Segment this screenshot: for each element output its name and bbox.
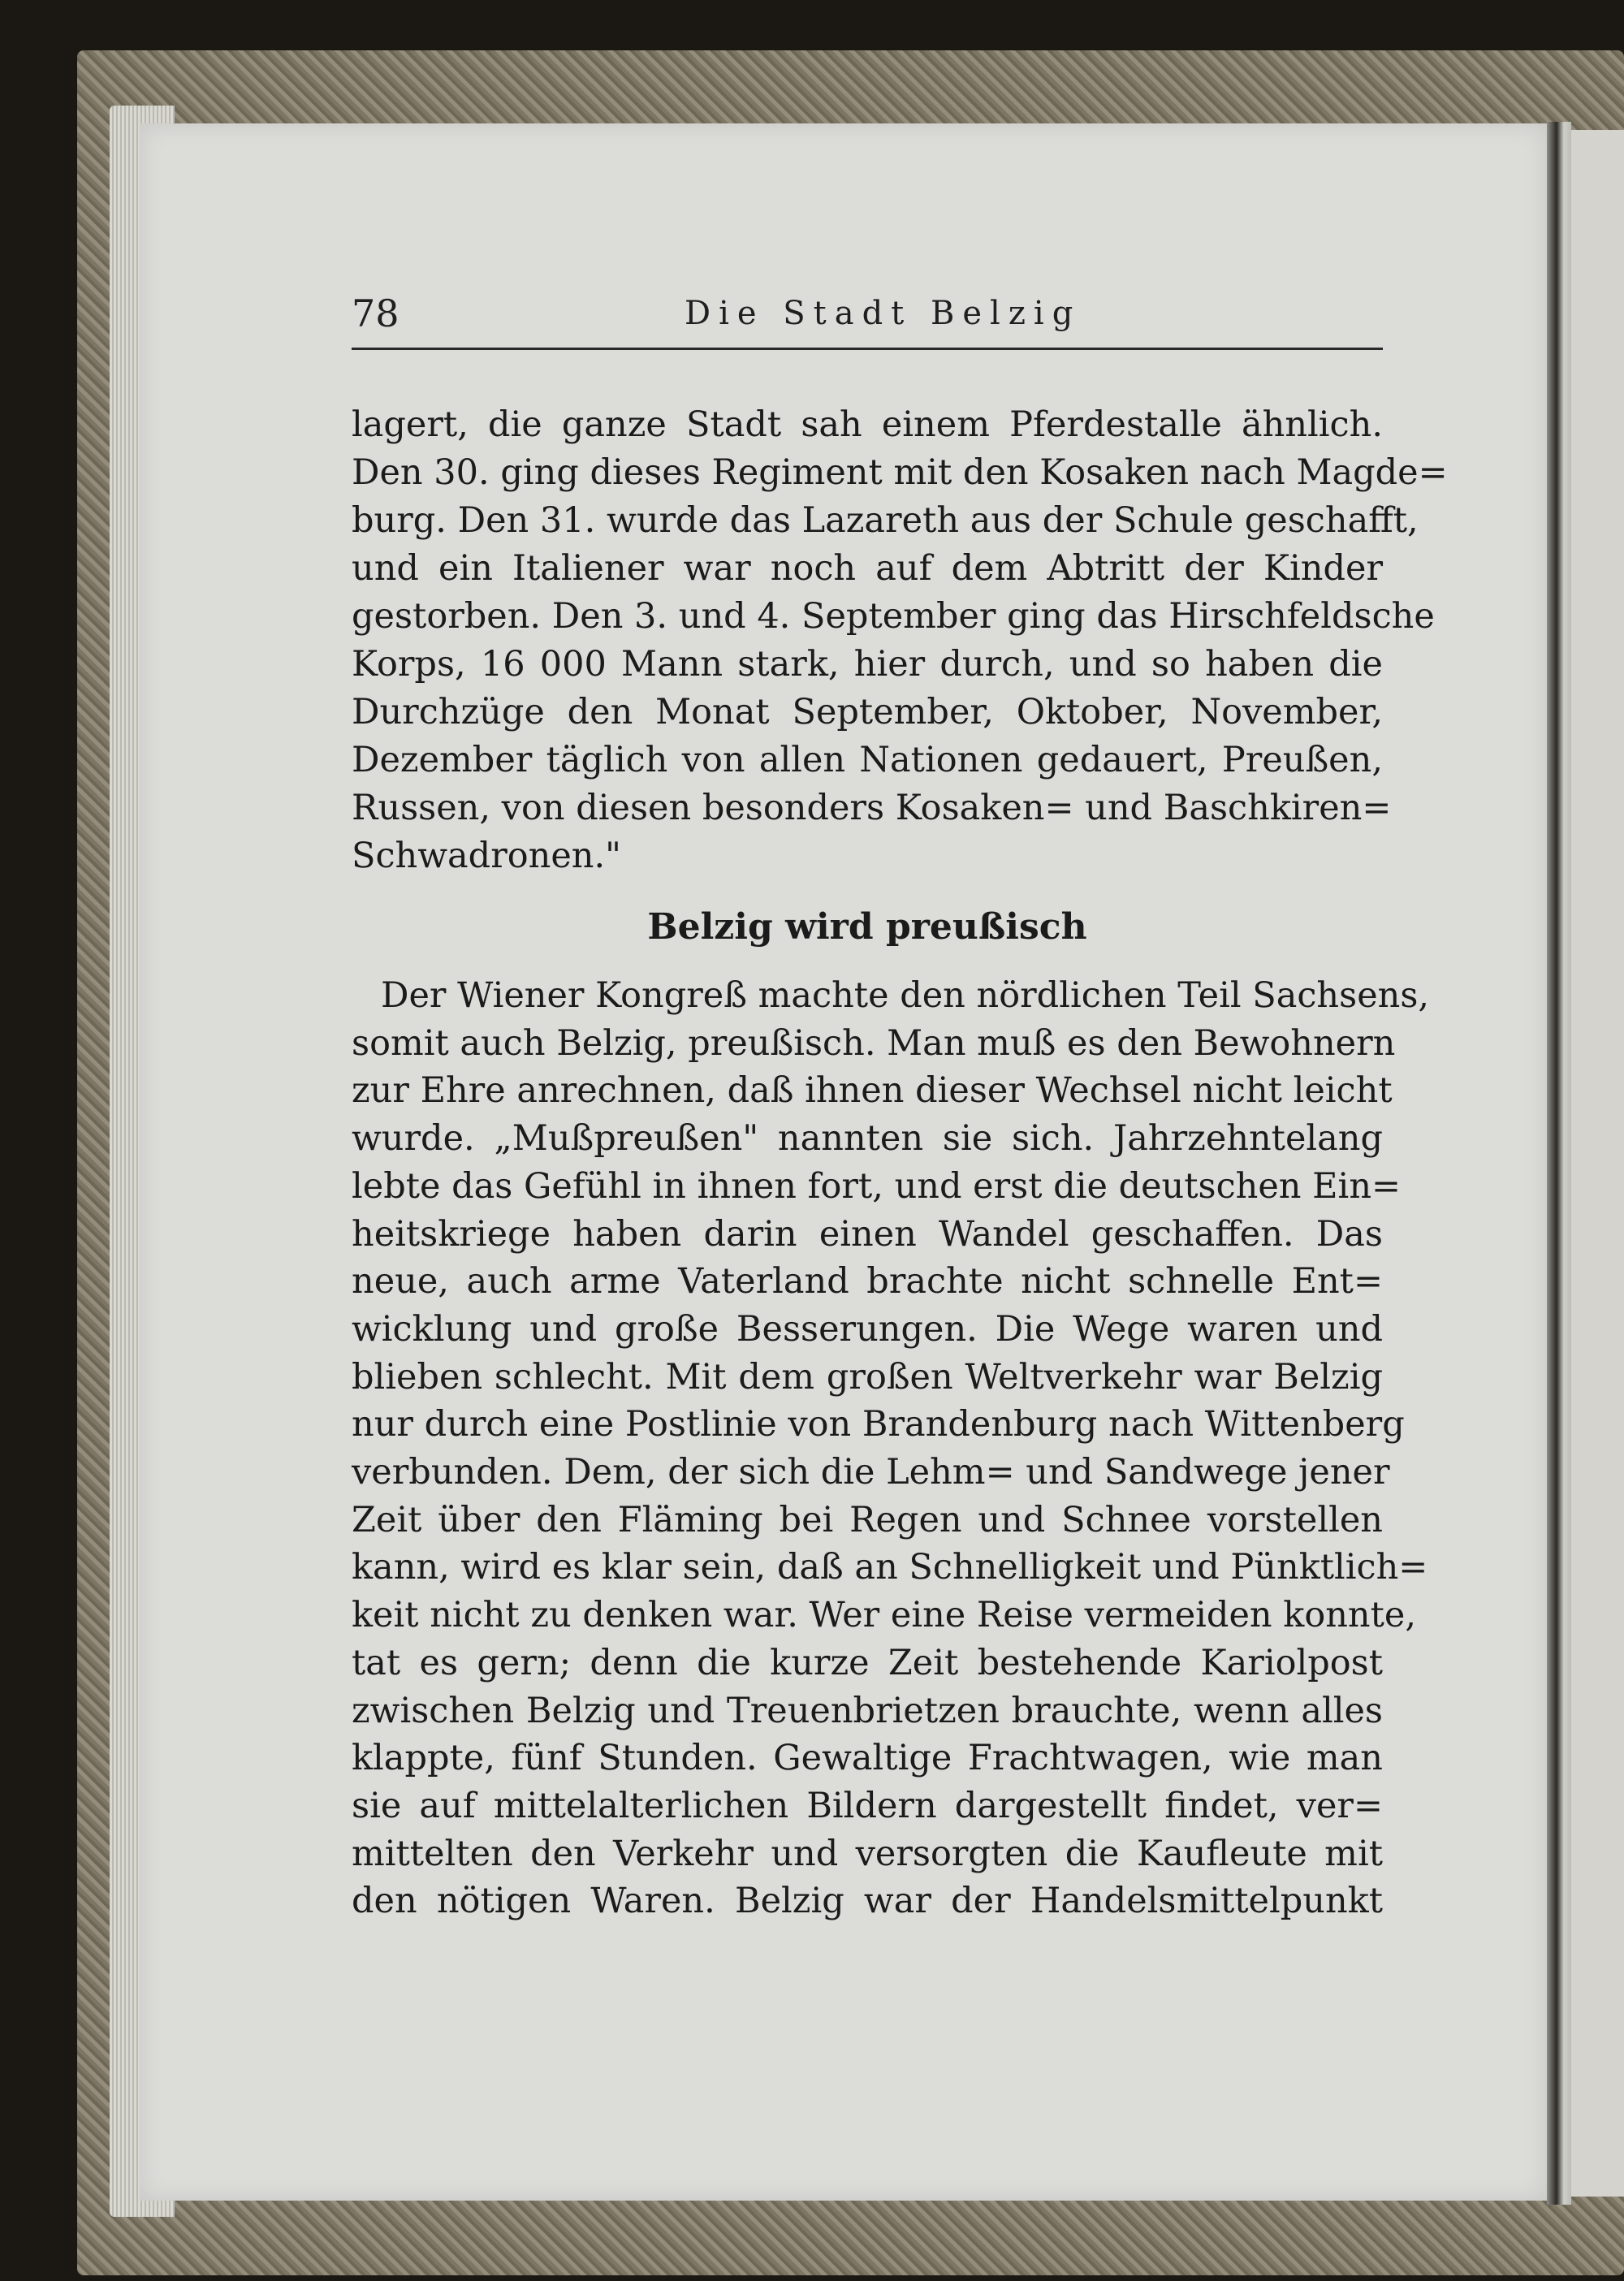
text-line: heitskriege haben darin einen Wandel geschaffen. Das [352,1213,1383,1255]
text-line: neue, auch arme Vaterland brachte nicht schnelle Ent= [352,1261,1383,1303]
text-line: Durchzüge den Monat September, Oktober, November, [352,692,1383,732]
text-line: verbunden. Dem, der sich die Lehm= und Sandwege jener [352,1452,1390,1493]
text-line: Schwadronen." [352,836,621,876]
text-line: Der Wiener Kongreß machte den nördlichen Teil Sachsens, [381,975,1430,1016]
paragraph-main [352,972,1430,1925]
text-line: blieben schlecht. Mit dem großen Weltverkehr war Belzig [352,1356,1383,1398]
text-line: Korps, 16 000 Mann stark, hier durch, und so haben die [352,644,1383,685]
text-line: den nötigen Waren. Belzig war der Handelsmittelpunkt [352,1881,1383,1922]
text-line: Dezember täglich von allen Nationen gedauert, Preußen, [352,740,1383,780]
text-line: zur Ehre anrechnen, daß ihnen dieser Wechsel nicht leicht [352,1070,1393,1112]
text-line: tat es gern; denn die kurze Zeit bestehende Kariolpost [352,1642,1383,1683]
text-line: gestorben. Den 3. und 4. September ging das Hirschfeldsche [352,596,1435,637]
text-line: burg. Den 31. wurde das Lazareth aus der Schule geschafft, [352,500,1419,541]
page-number: 78 [352,292,400,335]
text-line: somit auch Belzig, preußisch. Man muß es den Bewohnern [352,1022,1396,1064]
text-line: Zeit über den Fläming bei Regen und Schnee vorstellen [352,1499,1383,1540]
text-line: klappte, fünf Stunden. Gewaltige Frachtwagen, wie man [352,1738,1383,1779]
text-line: wurde. „Mußpreußen" nannten sie sich. Jahrzehntelang [352,1118,1383,1160]
text-line: wicklung und große Besserungen. Die Wege waren und [352,1308,1383,1350]
book-gutter [1547,122,1571,2205]
text-line: Den 30. ging dieses Regiment mit den Kosaken nach Magde= [352,452,1448,493]
text-line: Russen, von diesen besonders Kosaken= und Baschkiren= [352,788,1392,828]
text-line: zwischen Belzig und Treuenbrietzen brauchte, wenn alles [352,1690,1383,1731]
page-header [352,291,1383,350]
paragraph-continued [352,401,1448,880]
facing-page-edge [1571,130,1624,2197]
text-line: und ein Italiener war noch auf dem Abtritt der Kinder [352,548,1383,589]
text-line: kann, wird es klar sein, daß an Schnelligkeit und Pünktlich= [352,1547,1428,1588]
text-line: nur durch eine Postlinie von Brandenburg nach Wittenberg [352,1404,1405,1445]
text-line: mittelten den Verkehr und versorgten die Kaufleute mit [352,1833,1383,1874]
text-line: lebte das Gefühl in ihnen fort, und erst die deutschen Ein= [352,1165,1402,1207]
section-heading: Belzig wird preußisch [647,906,1087,948]
running-head: Die Stadt Belzig [685,295,1082,332]
text-line: sie auf mittelalterlichen Bildern dargestellt findet, ver= [352,1785,1383,1826]
text-line: lagert, die ganze Stadt sah einem Pferdestalle ähnlich. [352,404,1383,445]
text-line: keit nicht zu denken war. Wer eine Reise vermeiden konnte, [352,1595,1416,1636]
